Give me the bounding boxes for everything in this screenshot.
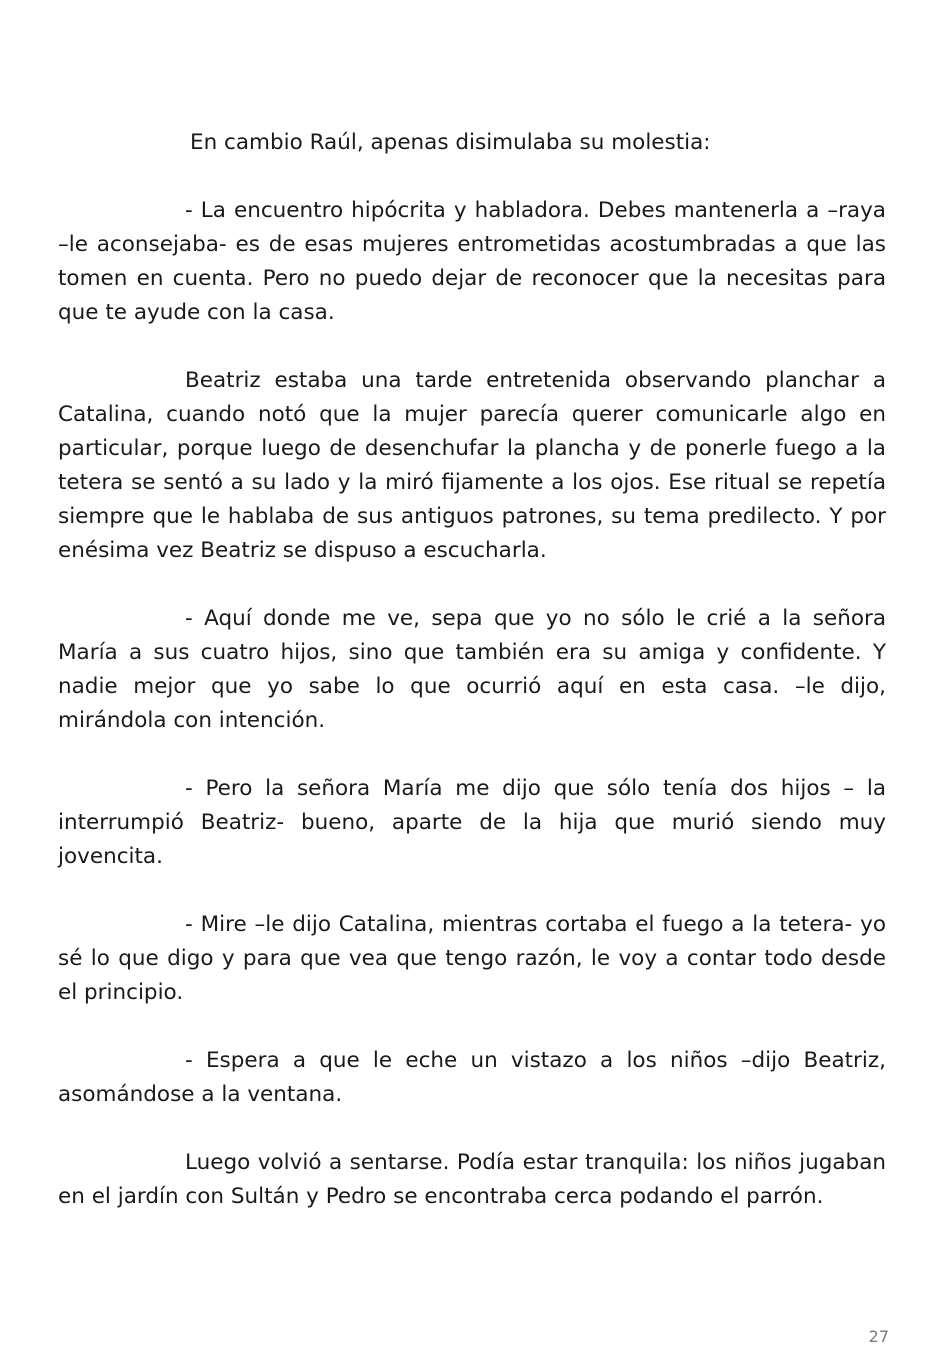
paragraph-gap [58, 874, 886, 908]
paragraph-6: - Mire –le dijo Catalina, mientras cortaba el fuego a la tetera- yo sé lo que digo y para que vea que tengo razón, le voy a contar todo desde el principio. [58, 912, 886, 1005]
paragraph-gap [58, 330, 886, 364]
paragraph-7: - Espera a que le eche un vistazo a los niños –dijo Beatriz, asomándose a la ventana. [58, 1048, 886, 1107]
paragraph-8: Luego volvió a sentarse. Podía estar tranquila: los niños jugaban en el jardín con Sultán y Pedro se encontraba cerca podando el parrón. [58, 1150, 886, 1209]
page-number: 27 [868, 1327, 889, 1346]
paragraph-gap [58, 160, 886, 194]
paragraph-gap [58, 1112, 886, 1146]
paragraph-4: - Aquí donde me ve, sepa que yo no sólo le crié a la señora María a sus cuatro hijos, sino que también era su amiga y confidente. Y nadie mejor que yo sabe lo que ocurrió aquí en esta casa. –le dijo, mirándola con intención. [58, 606, 886, 733]
paragraph-2: - La encuentro hipócrita y habladora. Debes mantenerla a –raya –le aconsejaba- es de esas mujeres entrometidas acostumbradas a que las tomen en cuenta. Pero no puedo dejar de reconocer que la necesitas para que te ayude con la casa. [58, 198, 886, 325]
paragraph-3: Beatriz estaba una tarde entretenida observando planchar a Catalina, cuando notó que la mujer parecía querer comunicarle algo en particular, porque luego de desenchufar la plancha y de ponerle fuego a la tetera se sentó a su lado y la miró fijamente a los ojos. Ese ritual se repetía siempre que le hablaba de sus antiguos patrones, su tema predilecto. Y por enésima vez Beatriz se dispuso a escucharla. [58, 368, 886, 563]
paragraph-1: En cambio Raúl, apenas disimulaba su molestia: [190, 130, 711, 155]
document-body [58, 126, 886, 1214]
paragraph-5: - Pero la señora María me dijo que sólo tenía dos hijos – la interrumpió Beatriz- bueno, aparte de la hija que murió siendo muy jovencita. [58, 776, 886, 869]
paragraph-gap [58, 568, 886, 602]
paragraph-gap [58, 738, 886, 772]
paragraph-gap [58, 1010, 886, 1044]
